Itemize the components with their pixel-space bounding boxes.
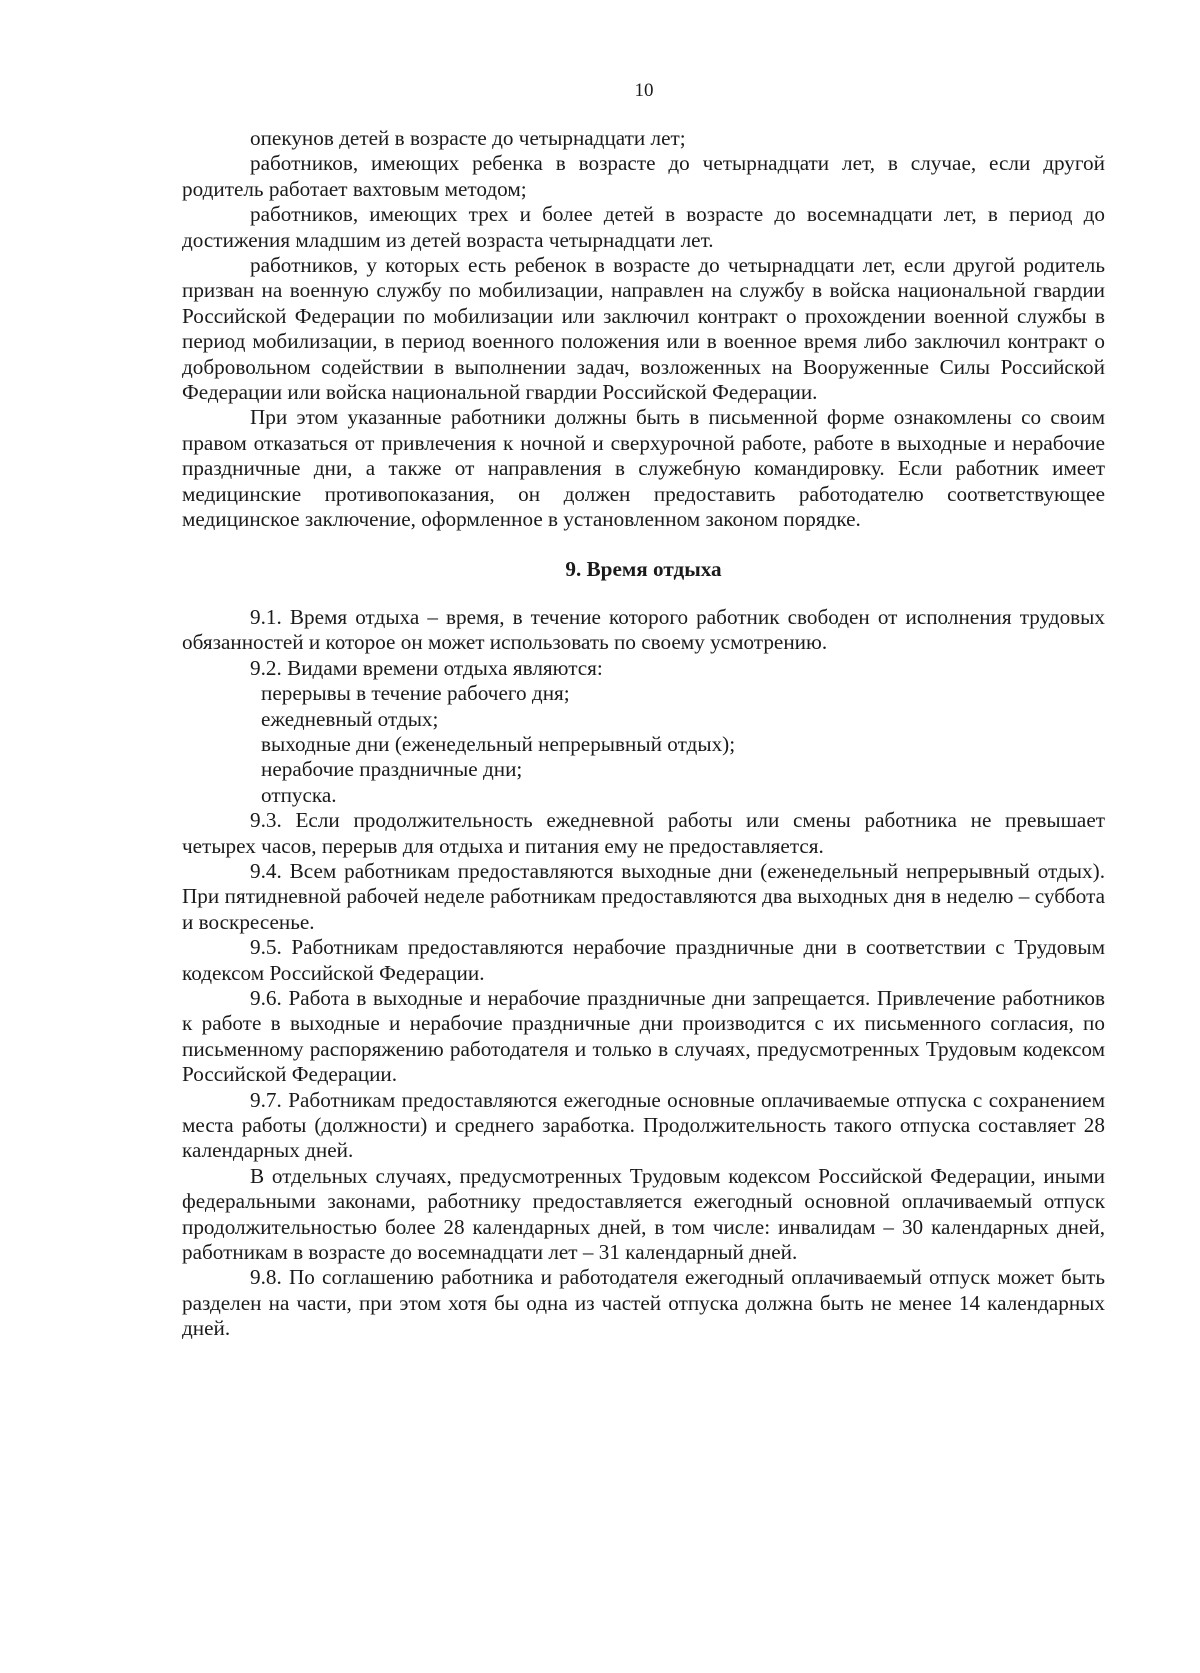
paragraph-9-8: 9.8. По соглашению работника и работодателя ежегодный оплачиваемый отпуск может быть разделен на части, при этом хотя бы одна из частей отпуска должна быть не менее 14 календарных дней.	[182, 1265, 1105, 1341]
paragraph-three-children: работников, имеющих трех и более детей в возрасте до восемнадцати лет, в период до достижения младшим из детей возраста четырнадцати лет.	[182, 202, 1105, 252]
paragraph-9-1: 9.1. Время отдыха – время, в течение которого работник свободен от исполнения трудовых обязанностей и которое он может использовать по своему усмотрению.	[182, 604, 1105, 655]
paragraph-9-7: 9.7. Работникам предоставляются ежегодные основные оплачиваемые отпуска с сохранением места работы (должности) и среднего заработка. Продолжительность такого отпуска составляет 28 календарных дней.	[182, 1087, 1105, 1163]
list-item: нерабочие праздничные дни;	[261, 757, 523, 782]
paragraph-rotational-parent: работников, имеющих ребенка в возрасте до четырнадцати лет, в случае, если другой родитель работает вахтовым методом;	[182, 151, 1105, 201]
list-item: ежедневный отдых;	[261, 706, 439, 731]
paragraph-9-3: 9.3. Если продолжительность ежедневной работы или смены работника не превышает четырех часов, перерыв для отдыха и питания ему не предоставляется.	[182, 808, 1105, 858]
paragraph-9-2: 9.2. Видами времени отдыха являются:	[250, 655, 603, 680]
paragraph-guardians: опекунов детей в возрасте до четырнадцати лет;	[250, 126, 686, 150]
paragraph-9-6: 9.6. Работа в выходные и нерабочие праздничные дни запрещается. Привлечение работников к работе в выходные и нерабочие праздничные дни производится с их письменного согласия, по письменному распоряжению работодателя и только в случаях, предусмотренных Трудовым кодексом Российской Федерации.	[182, 986, 1105, 1087]
list-item: перерывы в течение рабочего дня;	[261, 681, 570, 706]
paragraph-9-5: 9.5. Работникам предоставляются нерабочие праздничные дни в соответствии с Трудовым кодексом Российской Федерации.	[182, 935, 1105, 985]
paragraph-mobilized-parent: работников, у которых есть ребенок в возрасте до четырнадцати лет, если другой родитель призван на военную службу по мобилизации, направлен на службу в войска национальной гвардии Российской Федерации по мобилизации или заключил контракт о прохождении военной службы в период мобилизации, в период военного положения или в военное время либо заключил контракт о добровольном содействии в выполнении задач, возложенных на Вооруженные Силы Российской Федерации или войска национальной гвардии Российской Федерации.	[182, 253, 1105, 405]
page-number: 10	[634, 80, 654, 101]
paragraph-9-4: 9.4. Всем работникам предоставляются выходные дни (еженедельный непрерывный отдых). При пятидневной рабочей неделе работникам предоставляются два выходных дня в неделю – суббота и воскресенье.	[182, 858, 1105, 934]
document-body	[182, 126, 1105, 1342]
list-item: выходные дни (еженедельный непрерывный отдых);	[261, 731, 736, 756]
paragraph-notification: При этом указанные работники должны быть в письменной форме ознакомлены со своим правом отказаться от привлечения к ночной и сверхурочной работе, работе в выходные и нерабочие праздничные дни, а также от направления в служебную командировку. Если работник имеет медицинские противопоказания, он должен предоставить работодателю соответствующее медицинское заключение, оформленное в установленном законом порядке.	[182, 405, 1105, 532]
paragraph-9-7-extra: В отдельных случаях, предусмотренных Трудовым кодексом Российской Федерации, иными федеральными законами, работнику предоставляется ежегодный основной оплачиваемый отпуск продолжительностью более 28 календарных дней, в том числе: инвалидам – 30 календарных дней, работникам в возрасте до восемнадцати лет – 31 календарный дней.	[182, 1163, 1105, 1265]
section-title: 9. Время отдыха	[565, 556, 722, 581]
list-item: отпуска.	[261, 782, 337, 807]
